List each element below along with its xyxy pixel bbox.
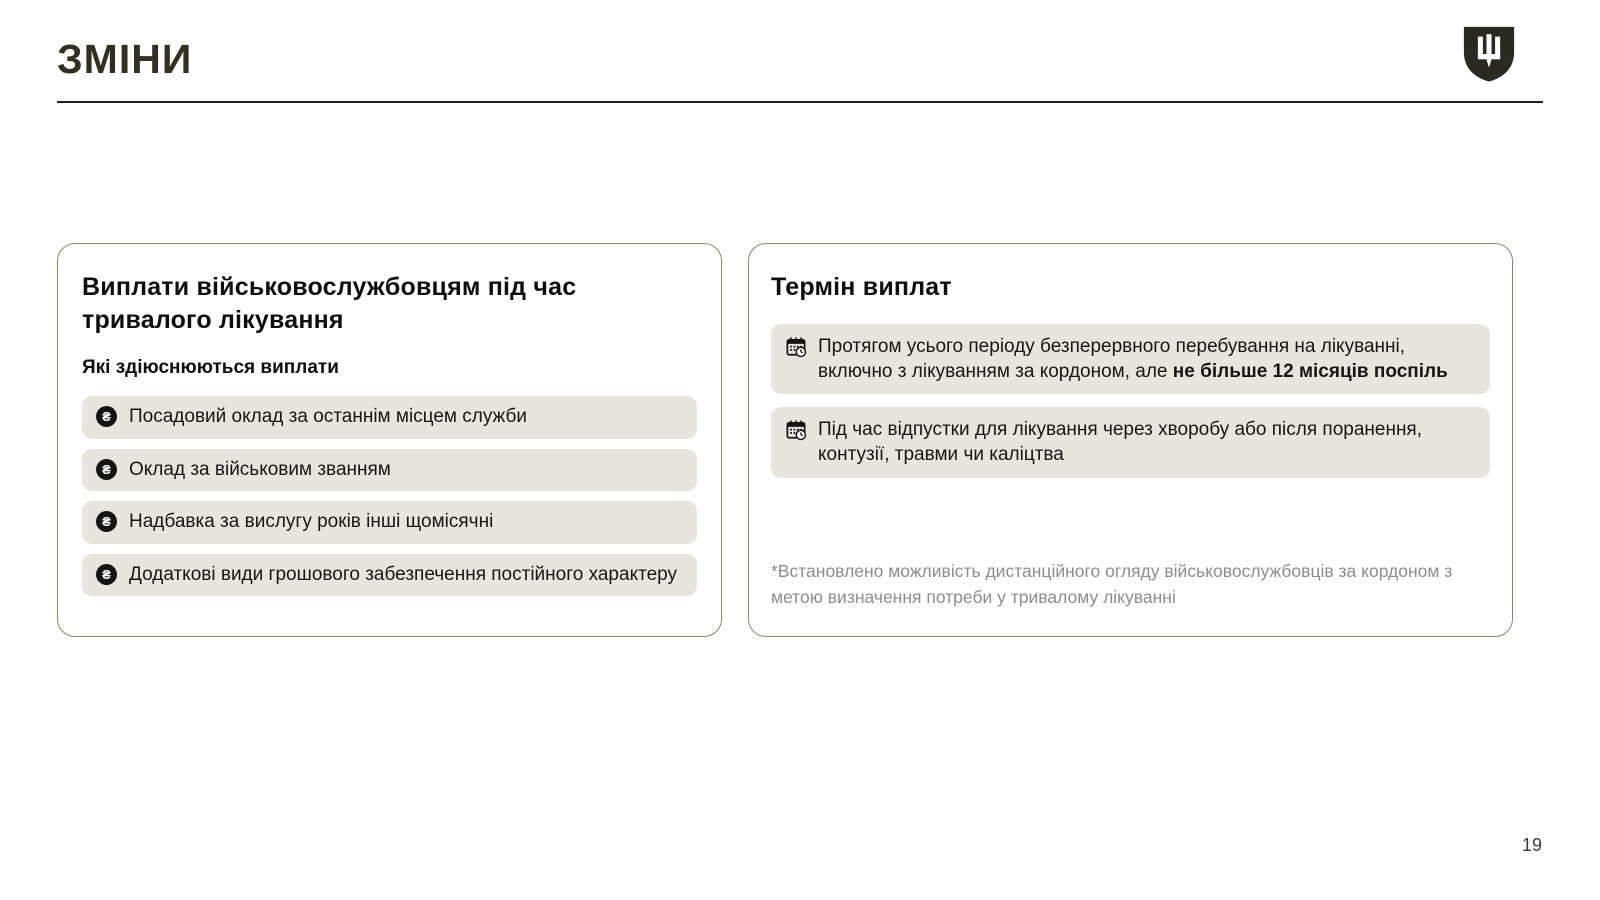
payment-list-item bbox=[82, 501, 697, 544]
payment-list-item bbox=[82, 554, 697, 597]
payments-card bbox=[57, 243, 722, 637]
term-item-text-normal: Протягом усього періоду безперервного перебування на лікуванні, включно з лікуванням за кордоном, але bbox=[818, 335, 1405, 382]
payment-item-text: Додаткові види грошового забезпечення постійного характеру bbox=[129, 563, 678, 585]
payment-item-text: Оклад за військовим званням bbox=[129, 458, 391, 480]
payments-card-title: Виплати військовослужбовцям під час тривалого лікування bbox=[82, 273, 577, 334]
remote-examination-footnote: *Встановлено можливість дистанційного огляду військовослужбовців за кордоном з метою визначення потреби у тривалому лікуванні bbox=[771, 561, 1453, 607]
calendar-clock-icon bbox=[785, 336, 807, 358]
header-divider bbox=[57, 101, 1543, 103]
page-number: 19 bbox=[1522, 835, 1543, 855]
trident-shield-icon bbox=[1461, 25, 1517, 83]
page-title: ЗМІНИ bbox=[57, 36, 193, 82]
terms-list bbox=[771, 324, 1490, 478]
hryvnia-coin-icon: ₴ bbox=[96, 511, 117, 532]
terms-card bbox=[748, 243, 1513, 637]
term-item-text-bold: не більше 12 місяців поспіль bbox=[1172, 360, 1448, 382]
payment-item-text: Посадовий оклад за останнім місцем служби bbox=[129, 406, 527, 427]
payment-list-item bbox=[82, 449, 697, 492]
payments-card-subtitle: Які здіюснюються виплати bbox=[82, 357, 339, 378]
payment-item-text: Надбавка за вислугу років інші щомісячні bbox=[129, 511, 494, 532]
term-list-item bbox=[771, 407, 1490, 478]
term-item-text bbox=[818, 334, 1476, 385]
payments-list bbox=[82, 396, 697, 596]
payment-list-item bbox=[82, 396, 697, 439]
term-list-item bbox=[771, 324, 1490, 395]
term-item-text-normal: Під час відпустки для лікування через хворобу або після поранення, контузії, травми чи каліцтва bbox=[818, 419, 1423, 466]
hryvnia-coin-icon: ₴ bbox=[96, 459, 117, 480]
calendar-clock-icon bbox=[785, 419, 807, 441]
terms-card-title: Термін виплат bbox=[771, 273, 952, 301]
hryvnia-coin-icon: ₴ bbox=[96, 564, 117, 585]
term-item-text bbox=[818, 417, 1476, 468]
hryvnia-coin-icon: ₴ bbox=[96, 406, 117, 427]
